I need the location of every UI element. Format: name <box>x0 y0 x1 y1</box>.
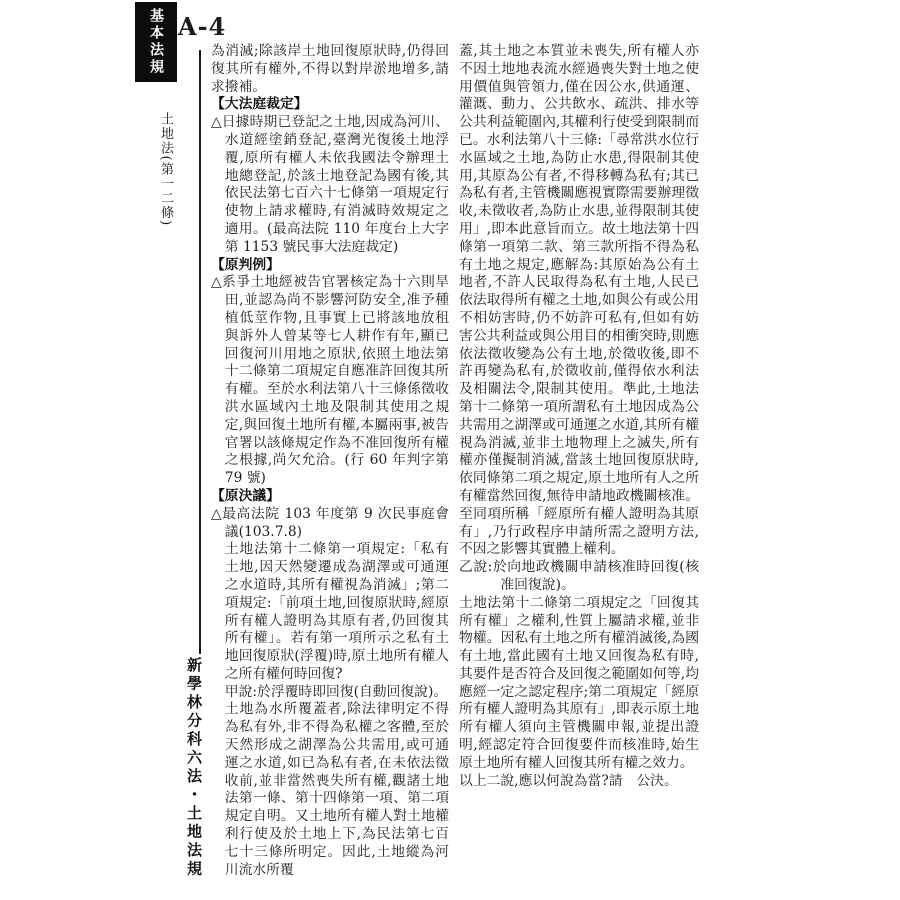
theory-b-heading: 乙說:於向地政機關申請核准時回復(核准回復說)。 <box>459 559 699 593</box>
left-text-column <box>211 43 449 879</box>
continued-paragraph: 為消滅;除該岸土地回復原狀時,仍得回復其所有權外,不得以對岸淤地增多,請求撥補。 <box>211 43 449 95</box>
margin-divider-line <box>199 50 201 654</box>
right-text-column <box>459 43 699 790</box>
ruling-entry: △日據時期已登記之土地,因成為河川、水道經塗銷登記,臺灣光復後土地浮覆,原所有權人未依我國法令辦理土地總登記,於該土地登記為國有後,其依民法第七百六十七條第一項規定行使物上請求權時,有消滅時效規定之適用。(最高法院 110 年度台上大字第 1153 號民事大法庭裁定) <box>211 114 449 255</box>
section-header-resolution: 【原決議】 <box>211 487 280 504</box>
precedent-entry: △系爭土地經被告官署核定為十六則旱田,並認為尚不影響河防安全,准予種植低莖作物,且事實上已將該地放租與訴外人曾某等七人耕作有年,顯已回復河川用地之原狀,依照土地法第十二條第二項規定自應准許回復其所有權。至於水利法第八十三條係徵收洪水區域內土地及限制其使用之規定,與回復土地所有權,本屬兩事,被告官署以該條規定作為不准回復所有權之根據,尚欠允洽。(行 60 年判字第 79 號) <box>211 274 449 487</box>
resolution-body: 土地法第十二條第一項規定:「私有土地,因天然變遷成為湖澤或可通運之水道時,其所有權視為消滅」;第二項規定:「前項土地,回復原狀時,經原所有權人證明為其原有者,仍回復其所有權」。若有第一項所示之私有土地回復原狀(浮覆)時,原土地所有權人之所有權何時回復? <box>224 541 449 682</box>
theory-a-body-continued: 蓋,其土地之本質並未喪失,所有權人亦不因土地地表流水經過喪失對土地之使用價值與管領力,僅在因公水,供通運、灌溉、動力、公共飲水、疏洪、排水等公共利益範圍內,其權利行使受到限制而已。水利法第八十三條:「尋常洪水位行水區域之土地,為防止水患,得限制其使用,其原為公有者,不得移轉為私有;其已為私有者,主管機關應視實際需要辦理徵收,未徵收者,為防止水患,並得限制其使用」,即本此意旨而立。故土地法第十四條第一項第二款、第三款所指不得為私有土地之規定,應解為:其原始為公有土地者,不許人民取得為私有土地,人民已依法取得所有權之土地,如與公有或公用不相妨害時,仍不妨許可私有,但如有妨害公共利益或與公用目的相衝突時,則應依法徵收變為公有土地,於徵收後,即不許再變為私有,於徵收前,僅得依水利法及相關法令,限制其使用。準此,土地法第十二條第一項所謂私有土地因成為公共需用之湖澤或可通運之水道,其所有權視為消滅,並非土地物理上之滅失,所有權亦僅擬制消滅,當該土地回復原狀時,依同條第二項之規定,原土地所有人之所有權當然回復,無待申請地政機關核准。至同項所稱「經原所有權人證明為其原有」,乃行政程序申請所需之證明方法,不因之影響其實體上權利。 <box>459 43 699 558</box>
theory-a-heading: 甲說:於浮覆時即回復(自動回復說)。 <box>224 683 448 700</box>
margin-article-label: 土地法(第一二條) <box>158 112 173 227</box>
resolution-entry: △最高法院 103 年度第 9 次民事庭會議(103.7.8) <box>211 505 449 540</box>
category-tab-label: 基本法規 <box>148 8 164 76</box>
page-number: A-4 <box>178 12 227 41</box>
section-header-grand-chamber-ruling: 【大法庭裁定】 <box>211 96 308 113</box>
theory-b-body: 土地法第十二條第二項規定之「回復其所有權」之權利,性質上屬請求權,並非物權。因私有土地之所有權消滅後,為國有土地,當此國有土地又回復為私有時,其要件是否符合及回復之範圍如何等,均應經一定之認定程序;第二項規定「經原所有權人證明為其原有」,即表示原土地所有權人須向主管機關申報,並提出證明,經認定符合回復要件而核准時,始生原土地所有權人回復其所有權之效力。 <box>459 594 699 771</box>
theory-a-body: 土地為水所覆蓋者,除法律明定不得為私有外,非不得為私權之客體,至於天然形成之湖澤為公共需用,或可通運之水道,如已為私有者,在未依法徵收前,並非當然喪失所有權,觀諸土地法第一條、第十四條第一項、第二項規定自明。又土地所有權人對土地權利行使及於土地上下,為民法第七百七十三條所明定。因此,土地縱為河川流水所覆 <box>224 701 449 878</box>
category-tab <box>135 2 177 82</box>
closing-line: 以上二說,應以何說為當?請 公決。 <box>459 772 678 789</box>
margin-series-label: 新學林分科六法・土地法規 <box>185 657 203 879</box>
section-header-precedent: 【原判例】 <box>211 256 280 273</box>
